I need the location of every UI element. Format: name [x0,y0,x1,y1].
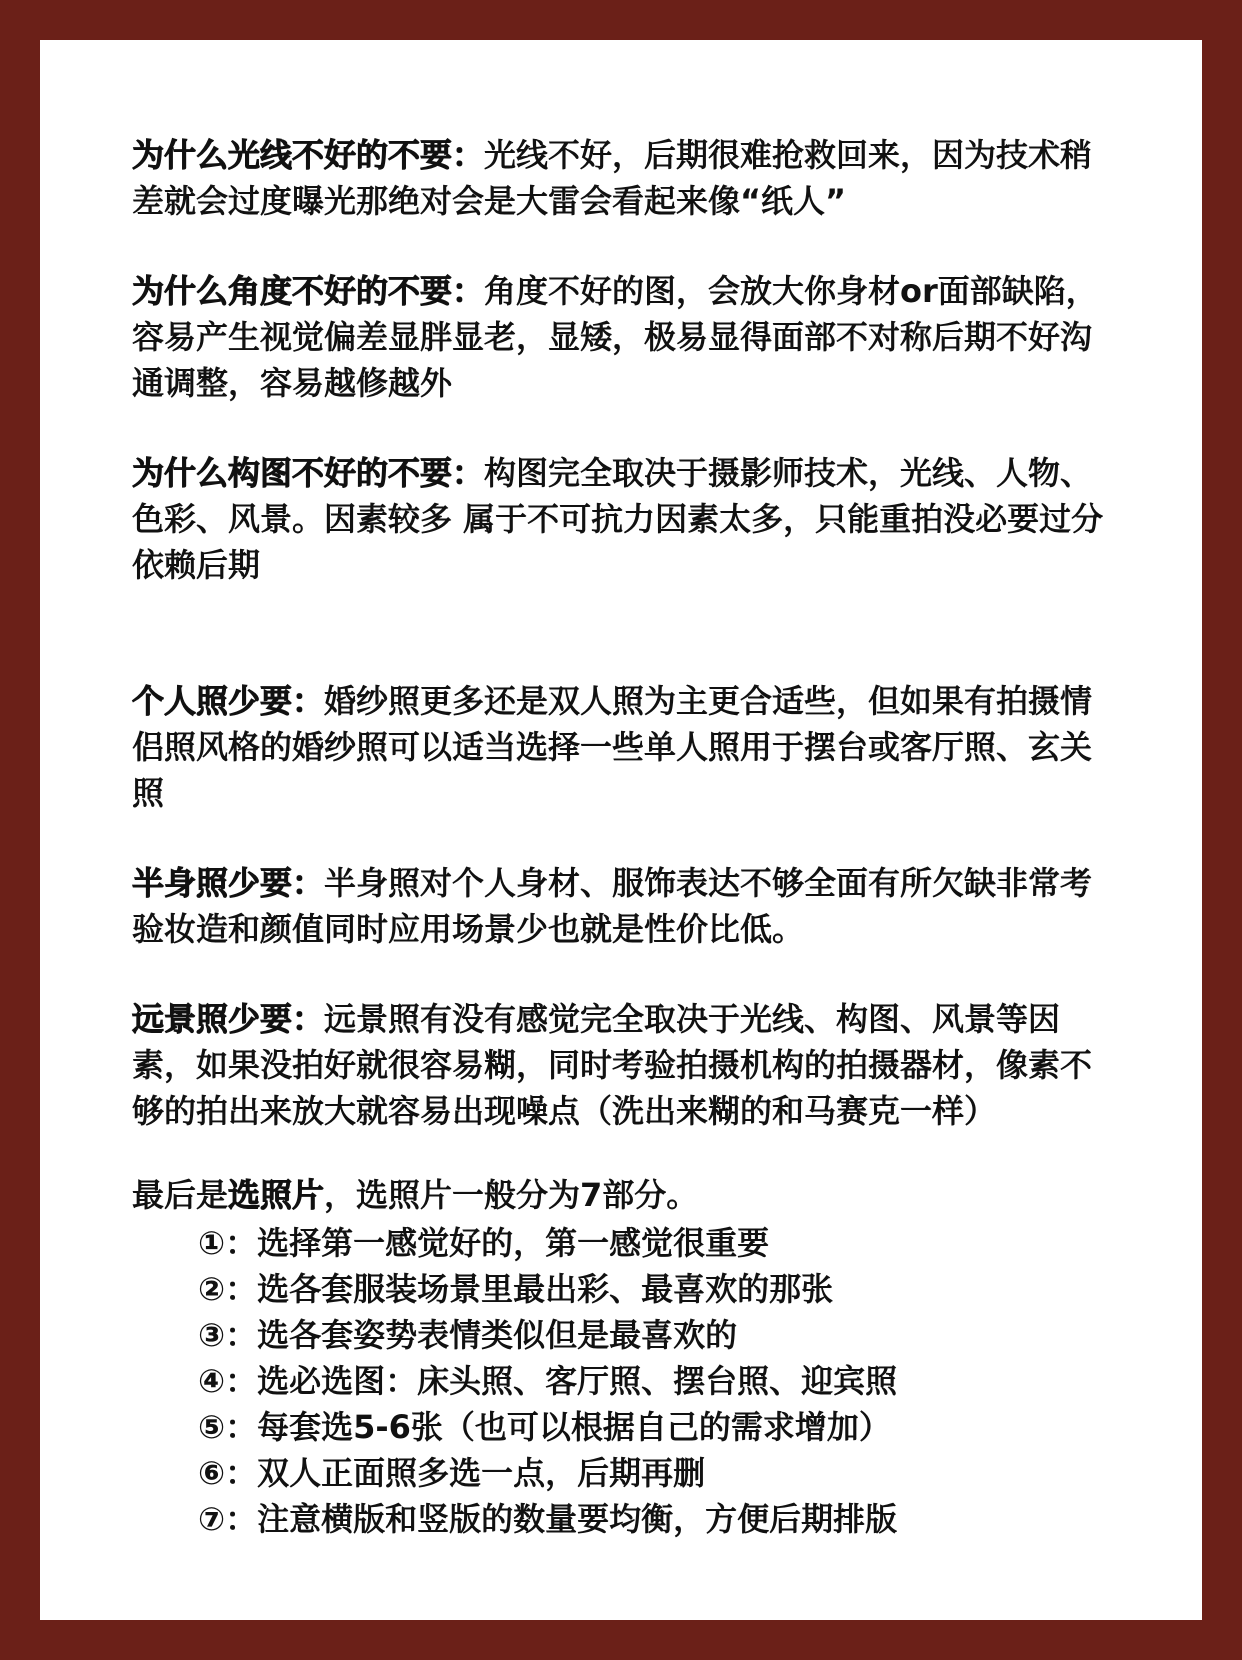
section-heading: 为什么光线不好的不要： [132,136,485,174]
content-card [40,40,1202,1620]
section-body: 光线不好，后期很难抢救回来，因为技术稍差就会过度曝光那绝对会是大雷会看起来像“纸人” [132,136,1093,220]
steps-list [132,1220,1112,1542]
section-body: 半身照对个人身材、服饰表达不够全面有所欠缺非常考验妆造和颜值同时应用场景少也就是性价比低。 [132,864,1093,948]
list-item: ③：选各套姿势表情类似但是最喜欢的 [198,1316,738,1354]
section-lighting [132,132,1112,224]
final-suffix: ，选照片一般分为7部分。 [324,1176,699,1214]
final-prefix: 最后是 [132,1176,229,1214]
section-body: 角度不好的图，会放大你身材or面部缺陷，容易产生视觉偏差显胖显老，显矮，极易显得面部不对称后期不好沟通调整，容易越修越外 [132,272,1098,402]
section-composition [132,450,1112,588]
section-body: 构图完全取决于摄影师技术，光线、人物、色彩、风景。因素较多 属于不可抗力因素太多，只能重拍没必要过分依赖后期 [132,454,1104,584]
section-heading: 为什么角度不好的不要： [132,272,485,310]
list-item: ④：选必选图：床头照、客厅照、摆台照、迎宾照 [198,1362,898,1400]
final-intro [132,1172,1112,1218]
section-single-photos [132,678,1112,816]
list-item: ②：选各套服装场景里最出彩、最喜欢的那张 [198,1270,834,1308]
section-heading: 为什么构图不好的不要： [132,454,485,492]
section-body: 婚纱照更多还是双人照为主更合适些，但如果有拍摄情侣照风格的婚纱照可以适当选择一些单人照用于摆台或客厅照、玄关照 [132,682,1093,812]
list-item: ⑤：每套选5-6张（也可以根据自己的需求增加） [198,1408,891,1446]
section-half-body [132,860,1112,952]
section-heading: 远景照少要： [132,1000,325,1038]
section-body: 远景照有没有感觉完全取决于光线、构图、风景等因素，如果没拍好就很容易糊，同时考验拍摄机构的拍摄器材，像素不够的拍出来放大就容易出现噪点（洗出来糊的和马赛克一样） [132,1000,1093,1130]
section-heading: 半身照少要： [132,864,325,902]
list-item: ①：选择第一感觉好的，第一感觉很重要 [198,1224,770,1262]
section-heading: 个人照少要： [132,682,325,720]
list-item: ⑥：双人正面照多选一点，后期再删 [198,1454,706,1492]
section-angle [132,268,1112,406]
final-emphasis: 选照片 [228,1176,325,1214]
section-long-shot [132,996,1112,1134]
list-item: ⑦：注意横版和竖版的数量要均衡，方便后期排版 [198,1500,898,1538]
